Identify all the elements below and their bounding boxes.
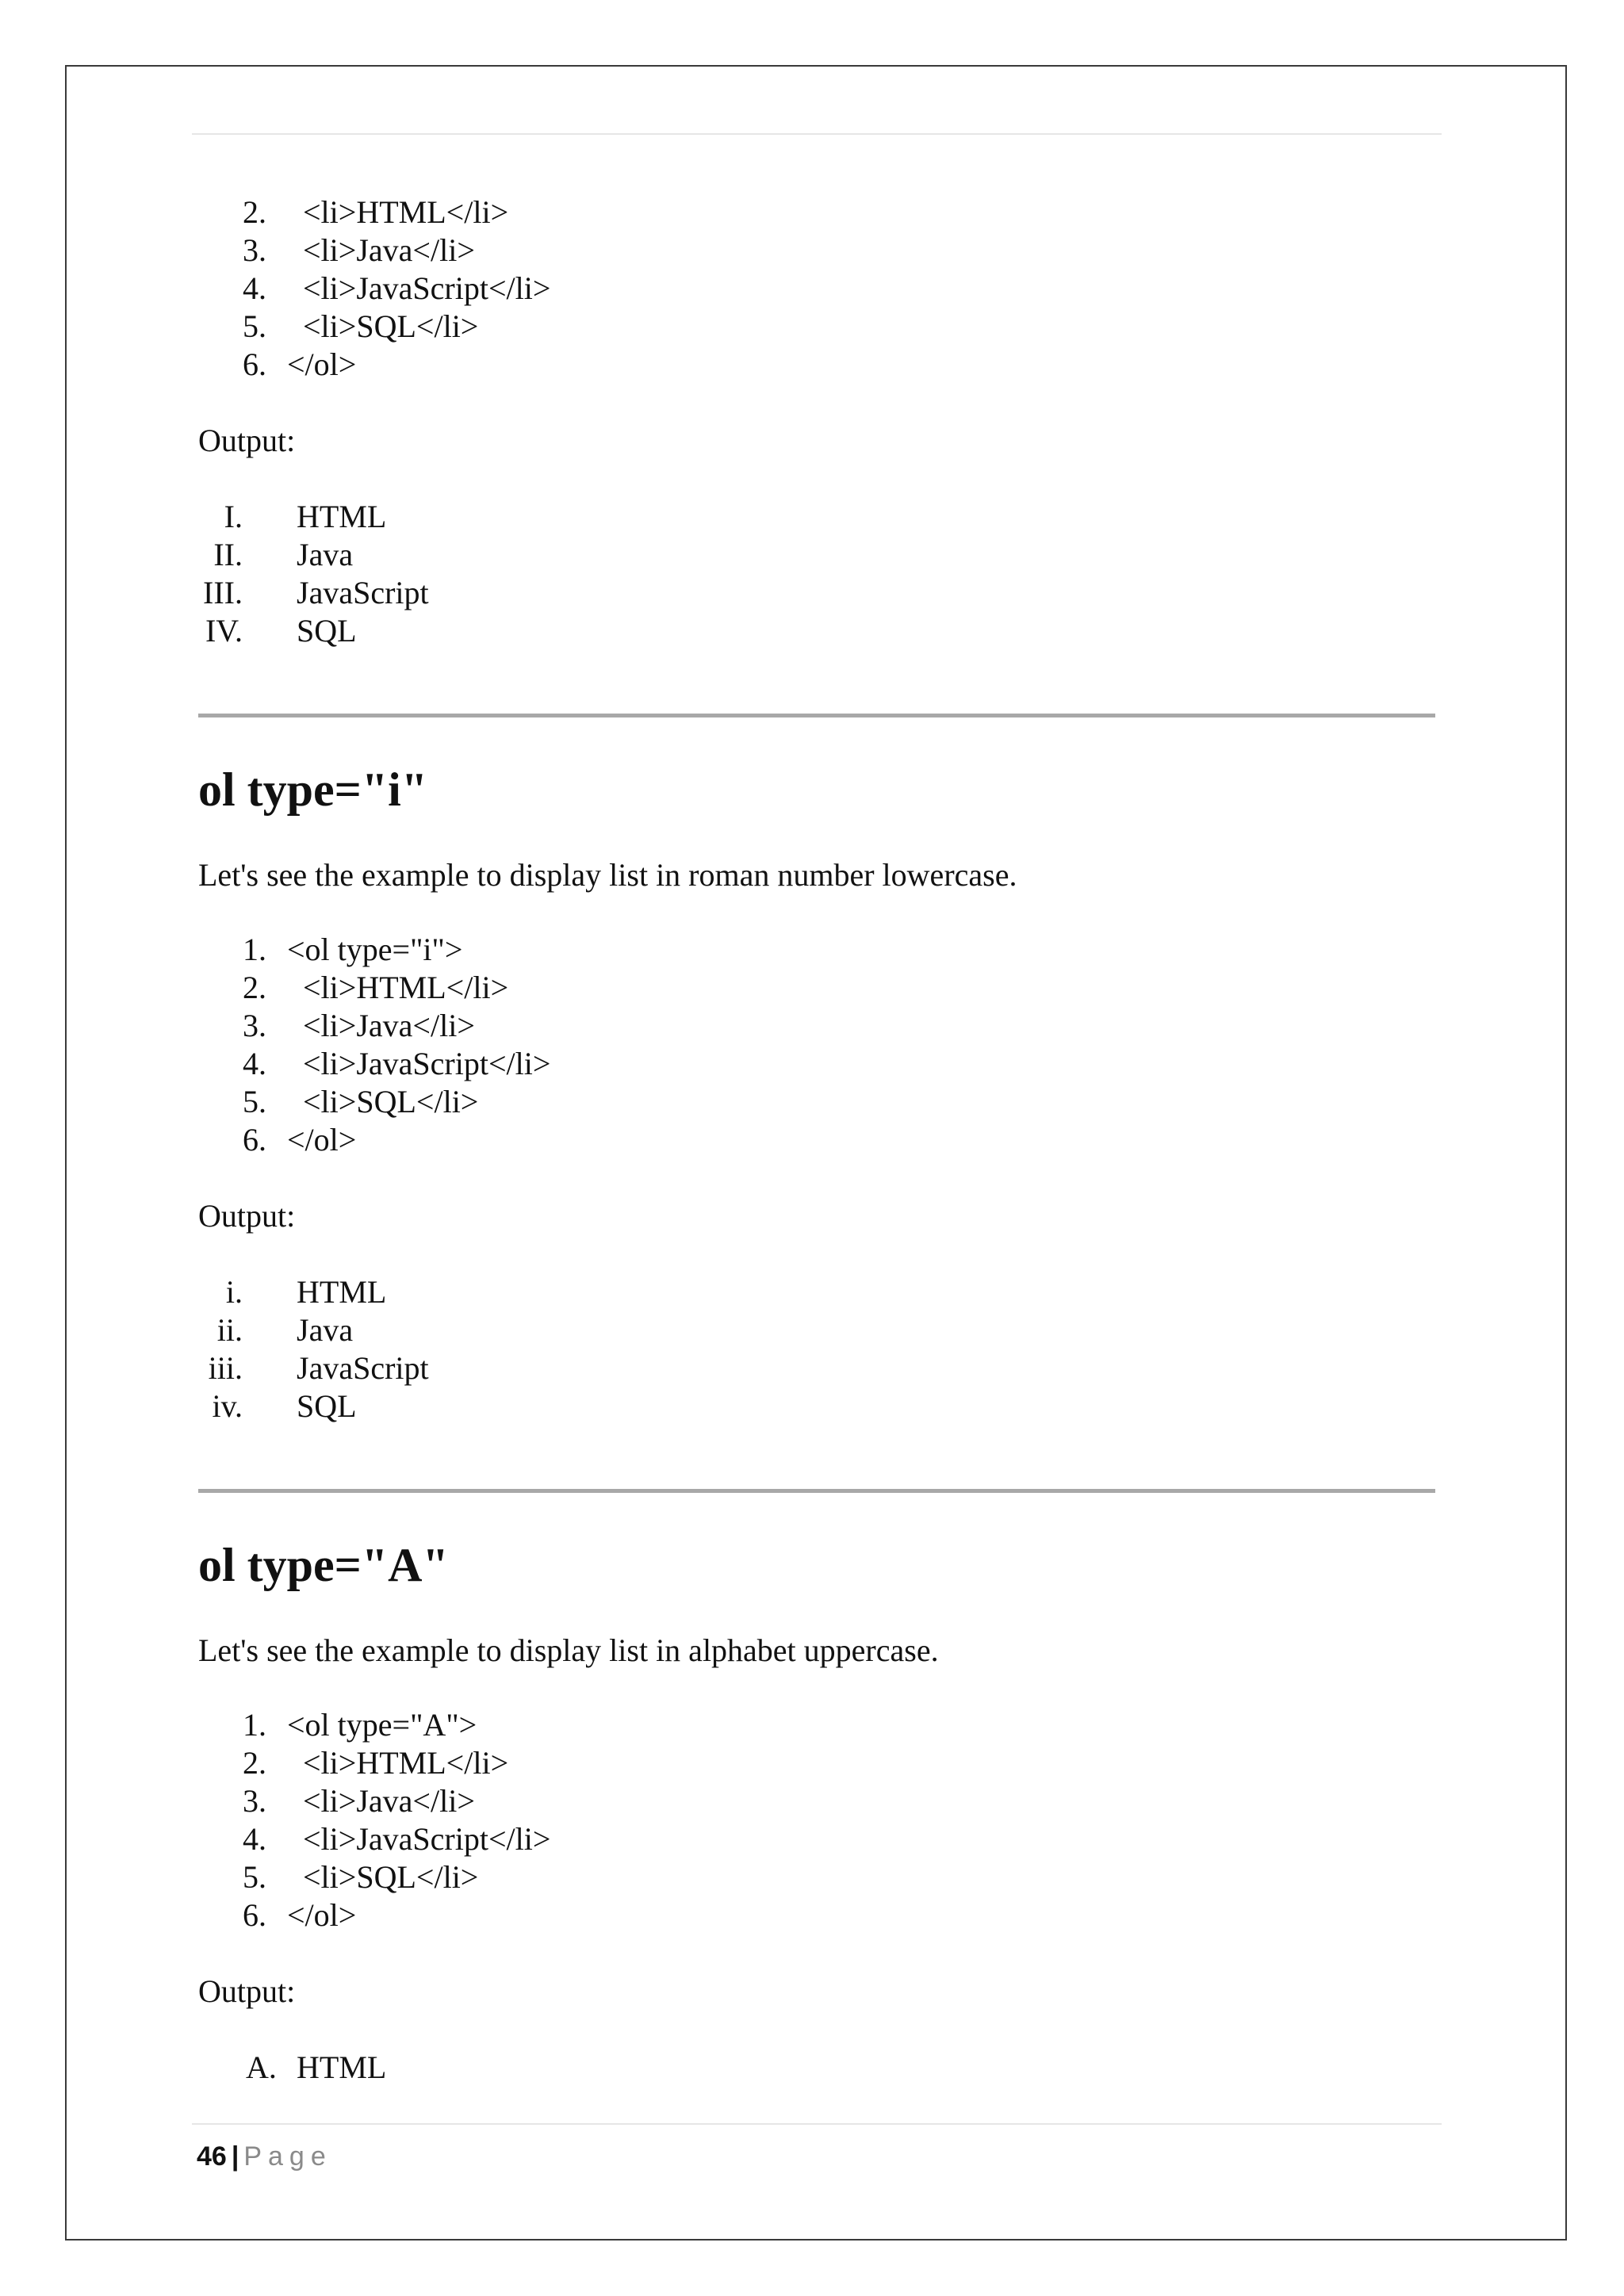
- code-line: 2. <li>HTML</li>: [243, 970, 509, 1005]
- section-heading: ol type="i": [198, 763, 428, 816]
- output-label: Output:: [198, 1198, 296, 1234]
- section-intro: Let's see the example to display list in alphabet uppercase.: [198, 1632, 939, 1668]
- section-divider: [198, 1489, 1435, 1493]
- code-line: 6. </ol>: [243, 346, 357, 382]
- code-line: 2. <li>HTML</li>: [243, 194, 509, 230]
- code-line: 1. <ol type="i">: [243, 932, 463, 967]
- header-rule: [192, 133, 1442, 135]
- code-line: 4. <li>JavaScript</li>: [243, 1046, 551, 1081]
- output-label: Output:: [198, 1973, 296, 2009]
- code-line: 5. <li>SQL</li>: [243, 308, 479, 344]
- code-line: 3. <li>Java</li>: [243, 1783, 475, 1819]
- code-line: 5. <li>SQL</li>: [243, 1859, 479, 1895]
- code-line: 4. <li>JavaScript</li>: [243, 1821, 551, 1857]
- footer-separator: |: [231, 2141, 239, 2172]
- page-footer: [197, 2141, 332, 2172]
- code-line: 4. <li>JavaScript</li>: [243, 270, 551, 306]
- code-line: 3. <li>Java</li>: [243, 232, 475, 268]
- code-line: 1. <ol type="A">: [243, 1707, 477, 1743]
- code-line: 6. </ol>: [243, 1122, 357, 1158]
- section-heading: ol type="A": [198, 1539, 449, 1591]
- footer-rule: [192, 2123, 1442, 2125]
- code-line: 6. </ol>: [243, 1897, 357, 1933]
- section-divider: [198, 714, 1435, 718]
- code-line: 2. <li>HTML</li>: [243, 1745, 509, 1781]
- section-intro: Let's see the example to display list in roman number lowercase.: [198, 857, 1017, 893]
- code-line: 3. <li>Java</li>: [243, 1008, 475, 1043]
- page-number: 46: [197, 2141, 227, 2172]
- output-label: Output:: [198, 423, 296, 458]
- page-word: Page: [243, 2141, 332, 2172]
- code-line: 5. <li>SQL</li>: [243, 1084, 479, 1119]
